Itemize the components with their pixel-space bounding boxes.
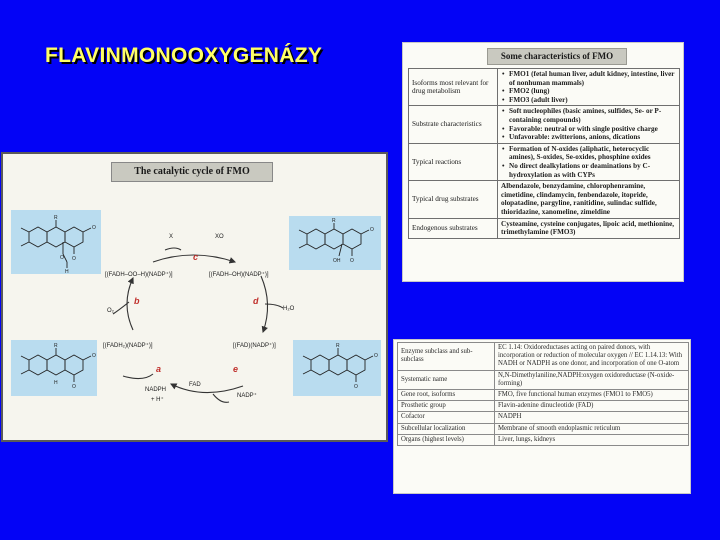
row-value: NADPH (495, 412, 689, 423)
svg-text:R: R (54, 215, 58, 221)
row-key: Gene root, isoforms (398, 390, 495, 401)
svg-text:R: R (336, 343, 340, 349)
table-row (409, 143, 680, 180)
row-value: N,N-Dimethylaniline,NADPH:oxygen oxidoreductase (N-oxide-forming) (495, 370, 689, 389)
list-item: • Favorable: neutral or with single positive charge (509, 125, 676, 134)
list-item: • Soft nucleophiles (basic amines, sulfides, Se- or P-containing compounds) (509, 107, 676, 124)
label-fad: FAD (189, 382, 201, 388)
row-key: Endogenous substrates (409, 218, 498, 238)
svg-text:H: H (54, 380, 58, 386)
bullet-list (501, 107, 676, 141)
row-key: Cofactor (398, 412, 495, 423)
enzyme-info-figure (393, 339, 691, 494)
row-value (498, 106, 680, 143)
svg-text:O: O (92, 353, 96, 359)
row-value: FMO, five functional human enzymes (FMO1 to FMO5) (495, 390, 689, 401)
table-row (409, 218, 680, 238)
svg-text:O: O (60, 255, 64, 261)
table-row (398, 390, 689, 401)
label-fad-nadp: [(FAD)(NADP⁺)] (233, 343, 276, 349)
step-b: b (134, 296, 140, 306)
row-value (498, 218, 680, 238)
table-row (398, 412, 689, 423)
list-item: Cysteamine, cysteine conjugates, lipoic acid, methionine, trimethylamine (FMO3) (501, 219, 675, 237)
row-value (498, 69, 680, 106)
list-item: Albendazole, benzydamine, chlorophenramine, cimetidine, clindamycin, fenbendazole, itopride, olopatadine, pargyline, ranitidine, sulindac sulfide, thioridazine, xanomeline, zimeldine (501, 182, 657, 216)
list-item: • FMO1 (fetal human liver, adult kidney, intestine, liver of nonhuman mammals) (509, 70, 676, 87)
enzyme-info-table (397, 342, 689, 446)
list-item: • Formation of N-oxides (aliphatic, heterocyclic amines), S-oxides, Se-oxides, phosphine oxides (509, 145, 676, 162)
catalytic-cycle-figure (1, 152, 388, 442)
table-row (398, 423, 689, 434)
label-h2o: H₂O (283, 306, 295, 312)
row-key: Organs (highest levels) (398, 434, 495, 445)
cycle-heading: The catalytic cycle of FMO (111, 162, 273, 182)
bullet-list (501, 145, 676, 179)
label-fadh-ooh: [(FADH–OO–H)(NADP⁺)] (105, 272, 173, 278)
list-item: • FMO3 (adult liver) (509, 96, 676, 105)
step-a: a (156, 364, 162, 374)
row-value: Membrane of smooth endoplasmic reticulum (495, 423, 689, 434)
row-value: Flavin-adenine dinucleotide (FAD) (495, 401, 689, 412)
bullet-list (501, 182, 676, 216)
table-row (398, 401, 689, 412)
row-value: EC 1.14: Oxidoreductases acting on paired donors, with incorporation or reduction of molecular oxygen // EC 1.14.13: With NADH or NADPH as one donor, and incorporation of one O-atom (495, 343, 689, 371)
row-key: Systematic name (398, 370, 495, 389)
cycle-arrows (3, 154, 386, 440)
bullet-list (501, 70, 676, 104)
svg-text:O: O (350, 258, 354, 264)
bullet-list (501, 220, 676, 237)
row-key: Prosthetic group (398, 401, 495, 412)
label-h-plus: + H⁺ (151, 397, 164, 403)
table-row (409, 106, 680, 143)
label-xo: XO (215, 234, 224, 240)
row-value (498, 143, 680, 180)
svg-text:O: O (370, 227, 374, 233)
fmo-characteristics-figure (402, 42, 684, 282)
svg-text:R: R (54, 343, 58, 349)
svg-text:H: H (65, 269, 69, 274)
slide-title: FLAVINMONOOXYGENÁZY (45, 44, 323, 67)
list-item: • FMO2 (lung) (509, 87, 676, 96)
row-key: Isoforms most relevant for drug metabolism (409, 69, 498, 106)
label-fadh2: [(FADH₂)(NADP⁺)] (103, 343, 153, 349)
table-row (398, 370, 689, 389)
svg-text:OH: OH (333, 258, 341, 264)
svg-text:R: R (332, 218, 336, 224)
svg-text:O: O (92, 225, 96, 231)
row-key: Enzyme subclass and sub-subclass (398, 343, 495, 371)
step-d: d (253, 296, 259, 306)
table-row (398, 343, 689, 371)
label-o2: O₂ (107, 308, 114, 314)
row-key: Substrate characteristics (409, 106, 498, 143)
row-key: Typical reactions (409, 143, 498, 180)
label-nadp: NADP⁺ (237, 393, 257, 399)
characteristics-table (408, 68, 680, 239)
table-row (409, 181, 680, 218)
characteristics-heading: Some characteristics of FMO (487, 48, 627, 65)
step-e: e (233, 364, 239, 374)
list-item: • Unfavorable: zwitterions, anions, dications (509, 133, 676, 142)
label-x: X (169, 234, 174, 240)
table-row (409, 69, 680, 106)
label-fadh-oh: [(FADH–OH)(NADP⁺)] (209, 272, 269, 278)
svg-text:O: O (72, 384, 76, 390)
svg-text:O: O (72, 256, 76, 262)
row-value (498, 181, 680, 218)
svg-text:O: O (354, 384, 358, 390)
list-item: • No direct dealkylations or deaminations by C-hydroxylation as with CYPs (509, 162, 676, 179)
label-nadph: NADPH (145, 387, 167, 393)
row-key: Subcellular localization (398, 423, 495, 434)
step-c: c (193, 252, 199, 262)
row-key: Typical drug substrates (409, 181, 498, 218)
table-row (398, 434, 689, 445)
row-value: Liver, lungs, kidneys (495, 434, 689, 445)
svg-text:O: O (374, 353, 378, 359)
